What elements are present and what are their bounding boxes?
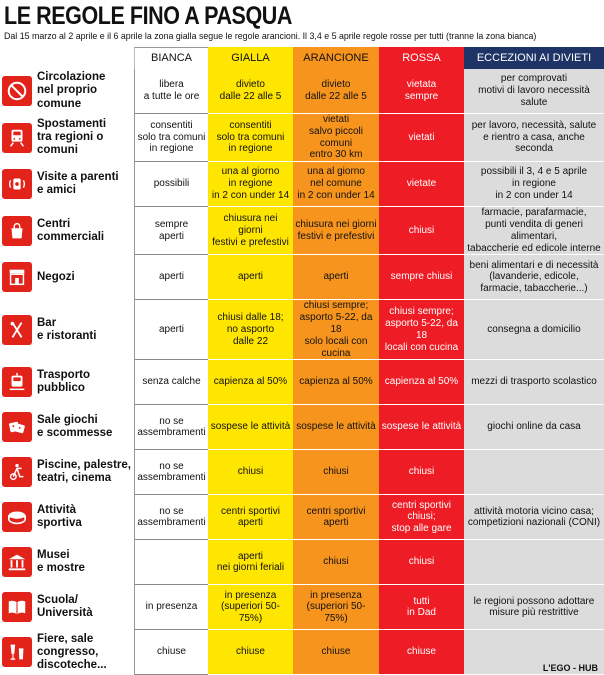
row-label-cell — [0, 585, 134, 630]
row-label-cell — [0, 405, 134, 450]
cell-line: no se — [159, 505, 184, 517]
cell-line: assembramenti — [137, 427, 206, 439]
cell-line: nel comune — [310, 178, 362, 190]
cell-line: in regione — [149, 143, 194, 155]
cell-gialla — [208, 405, 293, 450]
cell-line: misure più restrittive — [489, 607, 579, 619]
cell-eccezioni — [464, 360, 604, 405]
book-icon — [2, 592, 32, 622]
cell-line: festivi e prefestivi — [297, 230, 375, 242]
cell-line: a tutte le ore — [143, 91, 200, 102]
cell-line: in regione — [512, 178, 556, 190]
cell-line: centri sportivi — [392, 499, 451, 511]
row-label-cell — [0, 207, 134, 255]
row-label-cell — [0, 69, 134, 114]
cell-line: e ristoranti — [37, 329, 97, 342]
cell-line: aperti — [158, 323, 184, 335]
cell-gialla — [208, 450, 293, 495]
cell-line: no asporto — [226, 323, 275, 335]
cell-line: Scuola/ — [37, 594, 78, 607]
cell-line: Visite a parenti — [37, 170, 119, 183]
cell-arancione — [293, 405, 379, 450]
cell-arancione — [293, 255, 379, 300]
cell-line: in 2 con under 14 — [495, 190, 573, 202]
stadium-icon — [2, 502, 32, 532]
cell-rossa — [379, 69, 464, 114]
cell-line: tra regioni o comuni — [37, 130, 104, 157]
cell-bianca — [134, 255, 208, 300]
row-label — [37, 369, 90, 395]
cell-line: capienza al 50% — [384, 376, 459, 388]
page-title: LE REGOLE FINO A PASQUA — [4, 2, 292, 30]
cell-arancione — [293, 630, 379, 675]
cell-line: e scommesse — [37, 427, 113, 440]
cell-gialla — [208, 69, 293, 114]
cell-rossa — [379, 162, 464, 207]
cell-bianca — [134, 162, 208, 207]
cell-line: consentiti — [229, 119, 272, 131]
cell-line: Università — [37, 607, 93, 620]
table-row — [0, 360, 604, 405]
cell-bianca — [134, 360, 208, 405]
cell-line: asporto 5-22, da 18 — [385, 318, 458, 341]
cell-line: sempre chiusi — [390, 271, 453, 283]
cell-eccezioni — [464, 162, 604, 207]
table-row — [0, 114, 604, 162]
row-label — [37, 71, 134, 111]
cell-line: in 2 con under 14 — [211, 190, 290, 202]
cell-gialla — [208, 495, 293, 540]
cell-eccezioni — [464, 450, 604, 495]
cell-eccezioni — [464, 114, 604, 162]
cell-arancione — [293, 114, 379, 162]
table-row — [0, 162, 604, 207]
row-label-cell — [0, 255, 134, 300]
row-label — [37, 218, 104, 244]
cell-line: chiusi dalle 18; — [217, 312, 284, 324]
cell-gialla — [208, 207, 293, 255]
cell-line: Musei — [37, 549, 70, 562]
cell-line: centri sportivi — [306, 505, 366, 517]
cell-line: motivi di lavoro necessità salute — [478, 85, 590, 108]
cell-gialla — [208, 540, 293, 585]
exercise-bike-icon — [2, 457, 32, 487]
cell-rossa — [379, 360, 464, 405]
cell-bianca — [134, 114, 208, 162]
cell-line: Bar — [37, 316, 57, 329]
cell-line: chiusura nei giorni — [223, 213, 278, 236]
cell-line: giochi online da casa — [487, 421, 581, 433]
cell-line: chiusi — [323, 556, 349, 568]
cell-line: Sale giochi — [37, 414, 98, 427]
row-label — [37, 549, 85, 575]
row-label — [37, 317, 96, 343]
cell-rossa — [379, 114, 464, 162]
row-label — [37, 171, 119, 197]
cell-line: senza calche — [142, 376, 201, 388]
cell-line: nel proprio comune — [37, 84, 98, 110]
cell-line: sospese le attività — [296, 421, 376, 433]
cell-bianca — [134, 300, 208, 360]
cell-line: una al giorno — [307, 166, 365, 178]
cell-eccezioni — [464, 300, 604, 360]
cell-line: salvo piccoli comuni — [309, 125, 363, 149]
cell-line: vietate — [406, 178, 437, 190]
cell-line: sempre — [154, 218, 189, 230]
cell-line: aperti — [323, 271, 349, 283]
cell-line: (superiori 50-75%) — [306, 601, 366, 625]
cell-line: farmacie, parafarmacie, — [481, 207, 587, 219]
cell-line: Centri — [37, 217, 71, 230]
cell-rossa — [379, 540, 464, 585]
cell-line: beni alimentari e di necessità — [469, 259, 599, 271]
cell-line: chiusi sempre; — [389, 306, 454, 318]
cell-line: vietati — [408, 131, 435, 143]
header-rossa: ROSSA — [379, 47, 464, 69]
cell-line: aperti — [158, 230, 184, 242]
cell-line: festivi e prefestivi — [212, 236, 289, 248]
cell-line: mezzi di trasporto scolastico — [471, 376, 597, 388]
cell-arancione — [293, 162, 379, 207]
shop-icon — [2, 262, 32, 292]
cell-line: per comprovati — [500, 73, 568, 85]
cell-gialla — [208, 300, 293, 360]
cell-line: chiusi — [237, 466, 264, 478]
cell-line: Attività — [37, 504, 76, 517]
table-row — [0, 585, 604, 630]
cell-rossa — [379, 585, 464, 630]
cell-line: chiuse — [157, 646, 186, 658]
header-bianca: BIANCA — [134, 47, 208, 69]
cell-line: capienza al 50% — [213, 376, 288, 388]
cell-line: farmacie, tabaccherie...) — [480, 283, 588, 295]
cell-line: consentiti — [150, 119, 193, 131]
cell-gialla — [208, 360, 293, 405]
cell-line: e mostre — [37, 562, 85, 575]
cell-line: vietata — [406, 79, 437, 91]
table-row — [0, 207, 604, 255]
cell-line: aperti — [323, 517, 349, 529]
row-label-cell — [0, 450, 134, 495]
cell-bianca — [134, 630, 208, 675]
cell-line: chiuse — [407, 646, 436, 658]
cell-arancione — [293, 585, 379, 630]
cell-bianca — [134, 207, 208, 255]
drinks-icon — [2, 637, 32, 667]
row-label — [37, 118, 134, 158]
cell-gialla — [208, 255, 293, 300]
cell-line: possibili — [153, 178, 190, 190]
cell-eccezioni — [464, 585, 604, 630]
header-row — [0, 47, 604, 69]
cell-line: chiusi — [323, 466, 349, 478]
cell-eccezioni — [464, 495, 604, 540]
tram-icon — [2, 367, 32, 397]
header-arancione: ARANCIONE — [293, 47, 379, 69]
cell-line: in 2 con under 14 — [297, 190, 375, 202]
cell-gialla — [208, 630, 293, 675]
row-label — [37, 271, 75, 284]
cell-line: divieto — [236, 79, 265, 91]
cell-line: chiusi sempre; — [303, 300, 369, 312]
cell-line: per lavoro, necessità, salute — [471, 119, 597, 131]
page-subtitle: Dal 15 marzo al 2 aprile e il 6 aprile la zona gialla segue le regole arancioni. Il 3,4 e 5 aprile regole rosse per tutti (tranne la zona bianca) — [4, 31, 537, 42]
cell-line: dalle 22 alle 5 — [305, 91, 367, 102]
shopping-bag-icon — [2, 216, 32, 246]
cell-line: locali con cucina — [384, 341, 459, 353]
cell-line: aperti — [237, 517, 263, 529]
cell-line: possibili il 3, 4 e 5 aprile — [480, 166, 588, 178]
cell-line: sempre — [404, 91, 439, 102]
cell-line: pubblico — [37, 382, 85, 395]
cell-arancione — [293, 300, 379, 360]
cell-line: consegna a domicilio — [487, 323, 581, 335]
row-label — [37, 504, 82, 530]
no-entry-icon — [2, 76, 32, 106]
cell-eccezioni — [464, 255, 604, 300]
cell-line: tutti — [413, 595, 430, 607]
row-label-cell — [0, 630, 134, 675]
rules-table — [0, 47, 604, 675]
cell-arancione — [293, 207, 379, 255]
train-icon — [2, 123, 32, 153]
cell-bianca — [134, 585, 208, 630]
cell-rossa — [379, 207, 464, 255]
table-row — [0, 300, 604, 360]
cell-line: Fiere, sale congresso, — [37, 632, 99, 658]
cell-arancione — [293, 450, 379, 495]
cell-line: entro 30 km — [309, 149, 363, 161]
cell-line: sospese le attività — [210, 421, 291, 433]
footer-credit: L'EGO - HUB — [542, 663, 598, 673]
cell-line: in regione — [228, 143, 273, 155]
cell-line: aperti — [237, 271, 263, 283]
cell-arancione — [293, 495, 379, 540]
cell-line: teatri, cinema — [37, 472, 112, 485]
cell-line: sospese le attività — [381, 421, 462, 433]
cell-line: chiusi — [408, 224, 435, 236]
table-row — [0, 450, 604, 495]
cell-bianca — [134, 405, 208, 450]
cell-line: dalle 22 — [232, 335, 269, 347]
cell-line: le regioni possono adottare — [473, 595, 595, 607]
cell-line: dalle 22 alle 5 — [219, 91, 282, 102]
cell-bianca — [134, 540, 208, 585]
table-row — [0, 255, 604, 300]
cell-line: punti vendita di generi alimentari, — [485, 218, 583, 242]
cell-gialla — [208, 114, 293, 162]
cell-line: sportiva — [37, 517, 82, 530]
cell-line: attività motoria vicino casa; — [473, 505, 595, 517]
cell-rossa — [379, 630, 464, 675]
cell-line: aperti — [158, 271, 184, 283]
cell-line: Piscine, palestre, — [37, 459, 131, 472]
cell-line: chiusi — [408, 466, 435, 478]
cell-line: chiusura nei giorni — [295, 218, 377, 230]
cell-line: solo tra comuni — [137, 131, 206, 143]
cell-arancione — [293, 540, 379, 585]
table-row — [0, 405, 604, 450]
header-blank — [0, 47, 134, 69]
cell-line: no se — [159, 415, 184, 427]
cell-line: competizioni nazionali (CONI) — [467, 517, 601, 529]
cell-line: libera — [159, 79, 184, 91]
cell-line: Trasporto — [37, 369, 91, 382]
row-label — [37, 633, 134, 673]
cell-line: (superiori 50-75%) — [221, 601, 280, 625]
cell-line: Negozi — [37, 270, 75, 283]
cell-rossa — [379, 405, 464, 450]
cell-bianca — [134, 450, 208, 495]
cell-rossa — [379, 300, 464, 360]
table-row — [0, 630, 604, 675]
cell-line: e rientro a casa, anche seconda — [483, 131, 585, 155]
table-row — [0, 69, 604, 114]
cell-rossa — [379, 255, 464, 300]
cell-bianca — [134, 69, 208, 114]
cell-line: centri sportivi — [221, 505, 280, 517]
cell-line: in regione — [228, 178, 273, 190]
cell-line: assembramenti — [137, 517, 206, 529]
cell-line: (lavanderie, edicole, — [489, 271, 579, 283]
cell-eccezioni — [464, 69, 604, 114]
cell-line: commerciali — [37, 230, 105, 243]
cell-gialla — [208, 585, 293, 630]
cell-gialla — [208, 162, 293, 207]
cell-arancione — [293, 360, 379, 405]
cell-line: Circolazione — [37, 71, 106, 84]
cell-line: nei giorni feriali — [216, 562, 285, 574]
cell-line: e amici — [37, 184, 76, 197]
cell-line: chiusi — [408, 556, 435, 568]
cell-line: assembramenti — [137, 472, 206, 484]
cell-eccezioni — [464, 207, 604, 255]
cell-line: chiuse — [321, 646, 351, 658]
dice-icon — [2, 412, 32, 442]
row-label — [37, 459, 131, 485]
table-row — [0, 495, 604, 540]
cell-line: chiusi; — [407, 511, 436, 523]
cutlery-icon — [2, 315, 32, 345]
cell-line: in Dad — [407, 607, 436, 619]
row-label-cell — [0, 162, 134, 207]
cell-line: capienza al 50% — [299, 376, 373, 388]
cell-line: divieto — [321, 79, 351, 91]
cell-line: Spostamenti — [37, 117, 107, 130]
row-label-cell — [0, 300, 134, 360]
cell-line: vietati — [322, 114, 350, 125]
cell-rossa — [379, 450, 464, 495]
cell-line: tabaccherie ed edicole interne — [467, 242, 601, 254]
cell-line: in presenza — [145, 601, 198, 613]
cell-line: no se — [159, 460, 184, 472]
cell-eccezioni — [464, 540, 604, 585]
cell-rossa — [379, 495, 464, 540]
cell-arancione — [293, 69, 379, 114]
cell-line: chiuse — [236, 646, 265, 658]
row-label-cell — [0, 540, 134, 585]
row-label — [37, 594, 93, 620]
row-label — [37, 414, 112, 440]
header-eccezioni: ECCEZIONI AI DIVIETI — [464, 47, 604, 69]
row-label-cell — [0, 114, 134, 162]
row-label-cell — [0, 495, 134, 540]
cell-line: asporto 5-22, da 18 — [299, 312, 373, 335]
doorbell-icon — [2, 169, 32, 199]
cell-line: in presenza — [310, 589, 362, 601]
header-gialla: GIALLA — [208, 47, 293, 69]
table-row — [0, 540, 604, 585]
cell-line: solo locali con cucina — [304, 335, 368, 359]
cell-line: aperti — [237, 550, 263, 562]
cell-line: solo tra comuni — [216, 131, 285, 143]
cell-eccezioni — [464, 405, 604, 450]
cell-bianca — [134, 495, 208, 540]
row-label-cell — [0, 360, 134, 405]
museum-icon — [2, 547, 32, 577]
cell-line: in presenza — [224, 589, 277, 601]
cell-line: discoteche... — [37, 658, 107, 671]
cell-line: una al giorno — [221, 166, 280, 178]
cell-line: stop alle gare — [391, 523, 452, 535]
